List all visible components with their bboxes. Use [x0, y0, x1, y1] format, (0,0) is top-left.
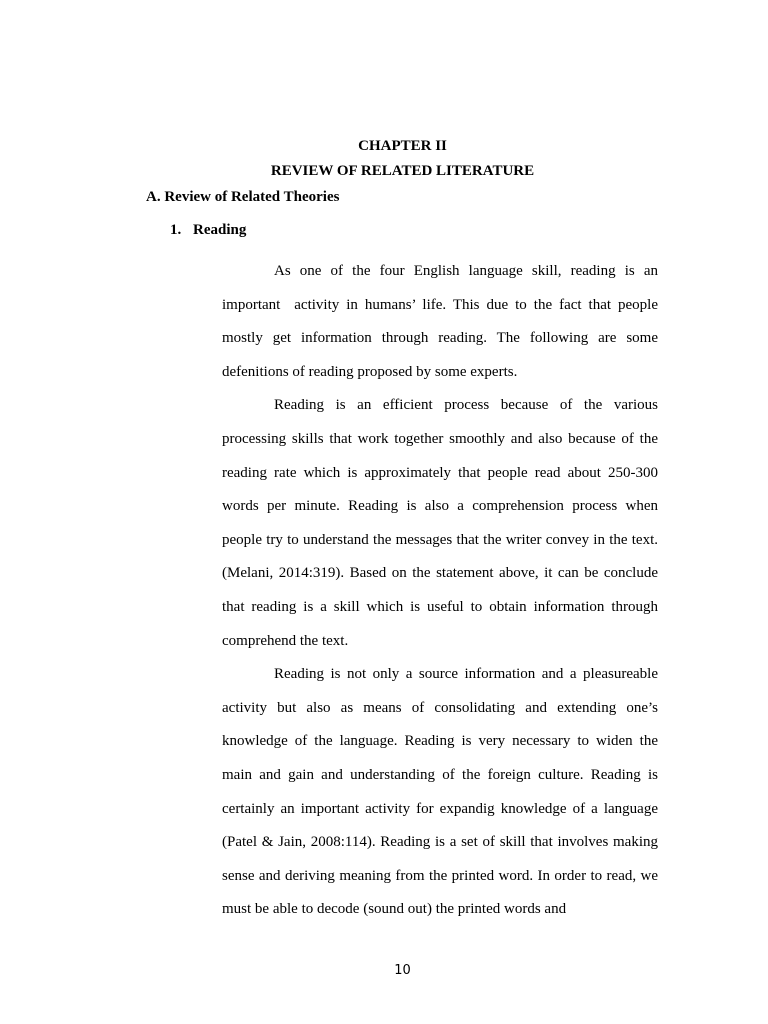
paragraph: As one of the four English language skill, reading is an important activity in humans’ life. This due to the fact that people mostly get information through reading. The following are some defenitions of reading proposed by some experts. [222, 263, 658, 380]
chapter-number: CHAPTER II [358, 138, 447, 154]
section-heading: A. Review of Related Theories [146, 189, 340, 205]
subsection-title: Reading [193, 222, 247, 238]
subsection-number: 1. [170, 222, 182, 238]
subsection-heading [170, 221, 246, 239]
chapter-title: REVIEW OF RELATED LITERATURE [270, 163, 535, 179]
page-number: 10 [394, 963, 411, 978]
paragraph: Reading is an efficient process because of the various processing skills that work together smoothly and also because of the reading rate which is approximately that people read about 250-300 words per minute. Reading is also a comprehension process when people try to understand the messages that the writer convey in the text. (Melani, 2014:319). Based on the statement above, it can be conclude that reading is a skill which is useful to obtain information through comprehend the text. [222, 397, 658, 649]
body-text [222, 255, 658, 927]
paragraph: Reading is not only a source information and a pleasureable activity but also as means of consolidating and extending one’s knowledge of the language. Reading is very necessary to widen the main and gain and understanding of the foreign culture. Reading is certainly an important activity for expandig knowledge of a language (Patel & Jain, 2008:114). Reading is a set of skill that involves making sense and deriving meaning from the printed word. In order to read, we must be able to decode (sound out) the printed words and [222, 666, 658, 918]
